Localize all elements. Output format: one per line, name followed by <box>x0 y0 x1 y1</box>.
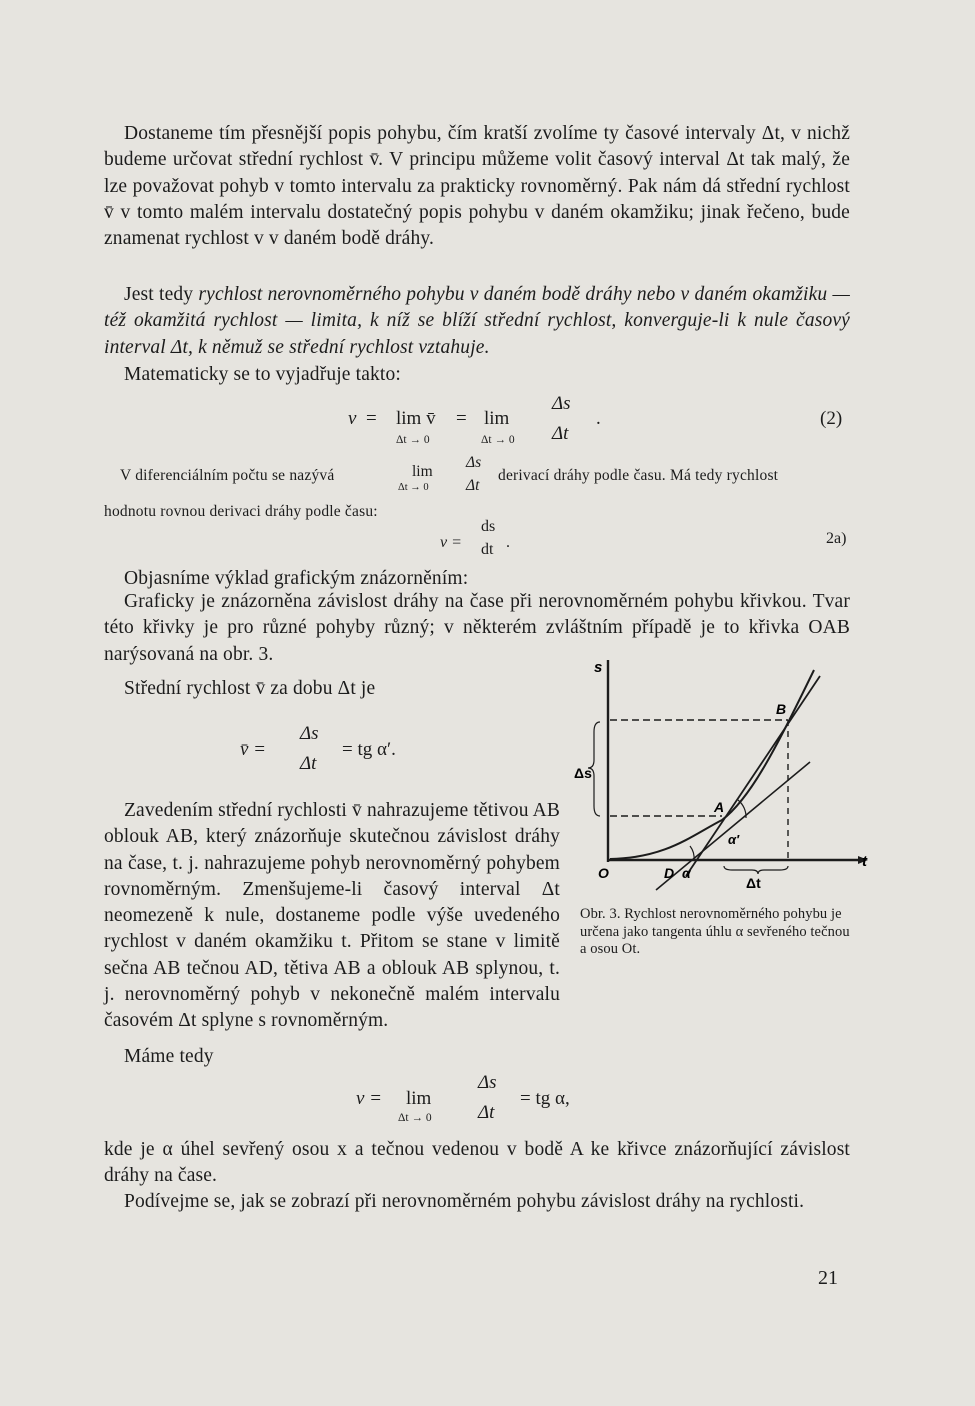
eq-final-rhs: = tg α, <box>520 1088 570 1109</box>
eq2-v: v <box>348 408 357 429</box>
eq2-equals-2: = <box>456 408 467 429</box>
secant-ab <box>686 676 820 876</box>
paragraph-4: Objasníme výklad grafickým znázorněním: <box>124 568 469 589</box>
figure-caption: Obr. 3. Rychlost nerovnoměrného pohybu je určena jako tangenta úhlu α sevřeného tečnou a osou Ot. <box>580 906 850 957</box>
paragraph-3: Matematicky se to vyjadřuje takto: <box>124 364 401 385</box>
label-s: s <box>594 659 603 676</box>
small-text-1-end: derivací dráhy podle času. Má tedy rychlost <box>498 467 779 484</box>
eq2-lim: lim <box>484 408 510 429</box>
eq2a-lhs: v = <box>440 534 462 551</box>
page-number: 21 <box>818 1267 838 1289</box>
eq-final-sub: Δt → 0 <box>398 1112 432 1124</box>
label-a: A <box>714 799 725 815</box>
eq-mean-num: Δs <box>300 723 319 744</box>
label-t: t <box>862 853 867 870</box>
definition-italic: rychlost nerovnoměrného pohybu v daném bodě dráhy nebo v daném okamžiku — též okamžitá rychlost — limita, k níž se blíží střední rychlost, konverguje-li k nule časový interval Δt, k němuž se střední rychlost vztahuje. <box>104 284 850 358</box>
eq2-dot: . <box>596 408 601 429</box>
paragraph-5-text: Graficky je znázorněna závislost dráhy na čase při nerovnoměrném pohybu křivkou. Tvar této křivky je pro různé pohyby různý; v některém zvláštním případě je to křivka OAB narýsovaná na obr. 3. <box>104 591 850 665</box>
inline-lim-num: Δs <box>466 454 482 471</box>
label-delta-t: Δt <box>746 875 761 891</box>
delta-t-brace <box>724 866 788 874</box>
eq2-sub1: Δt → 0 <box>396 434 430 446</box>
small-text-1: V diferenciálním počtu se nazývá <box>120 467 335 484</box>
paragraph-2-start: Jest tedy <box>124 284 199 305</box>
label-alpha-prime: α′ <box>728 832 740 847</box>
eq2-denominator: Δt <box>552 423 569 444</box>
eq-final-lhs: v = <box>356 1088 383 1109</box>
eq-final-num: Δs <box>478 1072 497 1093</box>
paragraph-9: kde je α úhel sevřený osou x a tečnou vedenou v bodě A ke křivce znázorňující závislost dráhy na čase. <box>104 1139 850 1187</box>
figure-3 <box>576 648 876 898</box>
paragraph-8: Máme tedy <box>124 1046 214 1067</box>
inline-lim-sub: Δt → 0 <box>398 482 429 493</box>
paragraph-10: Podívejme se, jak se zobrazí při nerovnoměrném pohybu závislost dráhy na rychlosti. <box>124 1191 805 1212</box>
eq2-sub2: Δt → 0 <box>481 434 515 446</box>
paragraph-6: Střední rychlost v̄ za dobu Δt je <box>124 678 376 699</box>
eq2-numerator: Δs <box>552 393 571 414</box>
paragraph-7-narrow <box>104 798 560 1035</box>
tangent-ad <box>656 762 810 890</box>
label-d: D <box>664 865 675 881</box>
label-delta-s: Δs <box>574 765 592 781</box>
eq-mean-lhs: v̄ = <box>240 739 267 760</box>
eq-final-den: Δt <box>478 1102 495 1123</box>
eq2a-den: dt <box>481 541 494 558</box>
label-o: O <box>598 865 609 881</box>
eq2a-dot: . <box>506 534 510 551</box>
eq2a-label: 2a) <box>826 530 847 547</box>
paragraph-1: Dostaneme tím přesnější popis pohybu, čím kratší zvolíme ty časové intervaly Δt, v nichž budeme určovat střední rychlost v̄. V principu můžeme volit časový interval Δt tak malý, že lze považovat pohyb v tomto intervalu za prakticky rovnoměrný. Pak nám dá střední rychlost v̄ v tomto malém intervalu dostatečný popis pohybu v daném okamžiku; jinak řečeno, bude znamenat rychlost v v daném bodě dráhy. <box>104 123 850 250</box>
paragraph-2 <box>104 282 850 361</box>
inline-lim: lim <box>412 463 433 480</box>
eq2a-num: ds <box>481 518 496 535</box>
inline-lim-den: Δt <box>466 477 480 494</box>
eq-final-lim: lim <box>406 1088 432 1109</box>
eq2-label: (2) <box>820 408 843 429</box>
eq-mean-den: Δt <box>300 753 317 774</box>
curve-oab <box>610 670 814 859</box>
paragraph-7-text: Zavedením střední rychlosti v̄ nahrazujeme tětivou AB oblouk AB, který znázorňuje skutečnou závislost dráhy na čase, t. j. nahrazujeme pohyb nerovnoměrný pohybem rovnoměrným. Zmenšujeme-li časový interval Δt neomezeně k nule, dostaneme podle výše uvedeného rychlost v daném okamžiku t. Přitom se stane v limitě sečna AB tečnou AD, tětiva AB a oblouk AB splynou, t. j. nerovnoměrný pohyb v nekonečně malém intervalu časovém Δt splyne s rovnoměrným. <box>104 800 560 1032</box>
eq2-equals: = <box>366 408 377 429</box>
eq2-lim-vbar: lim v̄ <box>396 408 436 429</box>
label-alpha: α <box>682 865 691 881</box>
label-b: B <box>776 701 787 717</box>
small-text-2: hodnotu rovnou derivaci dráhy podle času: <box>104 503 378 520</box>
eq-mean-rhs: = tg α′. <box>342 739 396 760</box>
